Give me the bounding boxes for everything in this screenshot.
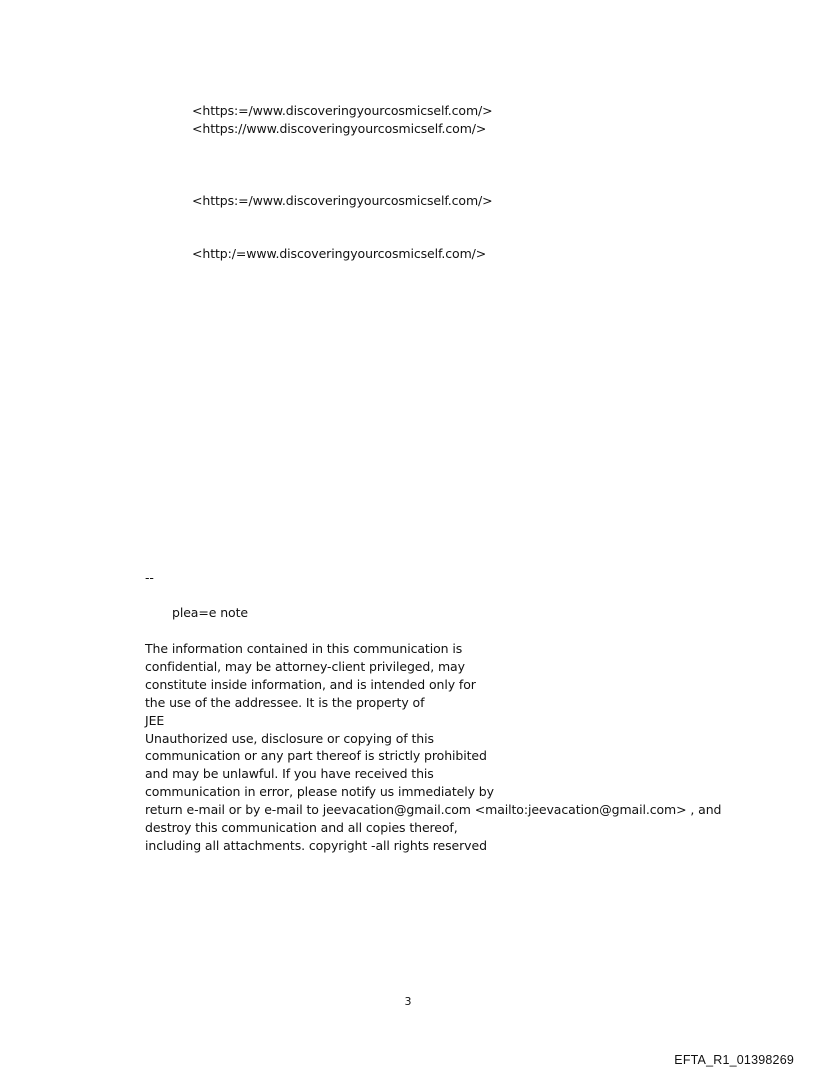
disclaimer-line: communication in error, please notify us immediately by [145, 784, 494, 800]
disclaimer-line: Unauthorized use, disclosure or copying of this [145, 730, 434, 746]
disclaimer-line: confidential, may be attorney-client privileged, may [145, 658, 465, 674]
bates-number: EFTA_R1_01398269 [674, 1053, 794, 1067]
website-link[interactable]: <http:/=www.discoveringyourcosmicself.com/> [192, 246, 487, 261]
disclaimer-line: the use of the addressee. It is the property of [145, 694, 425, 710]
disclaimer-line: communication or any part thereof is strictly prohibited [145, 748, 487, 764]
disclaimer-line: and may be unlawful. If you have received this [145, 766, 434, 782]
website-link[interactable]: <https://www.discoveringyourcosmicself.com/> [192, 121, 487, 136]
please-note-text: plea=e note [172, 605, 248, 620]
website-link[interactable]: <https:=/www.discoveringyourcosmicself.com/> [192, 193, 493, 208]
disclaimer-line: constitute inside information, and is intended only for [145, 676, 476, 692]
confidentiality-disclaimer [145, 640, 721, 855]
disclaimer-line: JEE [145, 712, 165, 728]
disclaimer-line: The information contained in this communication is [145, 641, 463, 656]
website-link[interactable]: <https:=/www.discoveringyourcosmicself.com/> [192, 103, 493, 118]
disclaimer-line: including all attachments. copyright -all rights reserved [145, 837, 487, 853]
signature-separator: -- [145, 570, 154, 585]
disclaimer-line-with-email[interactable]: return e-mail or by e-mail to jeevacation@gmail.com <mailto:jeevacation@gmail.com> , and [145, 802, 722, 818]
page-number: 3 [404, 995, 412, 1008]
disclaimer-line: destroy this communication and all copies thereof, [145, 820, 458, 836]
